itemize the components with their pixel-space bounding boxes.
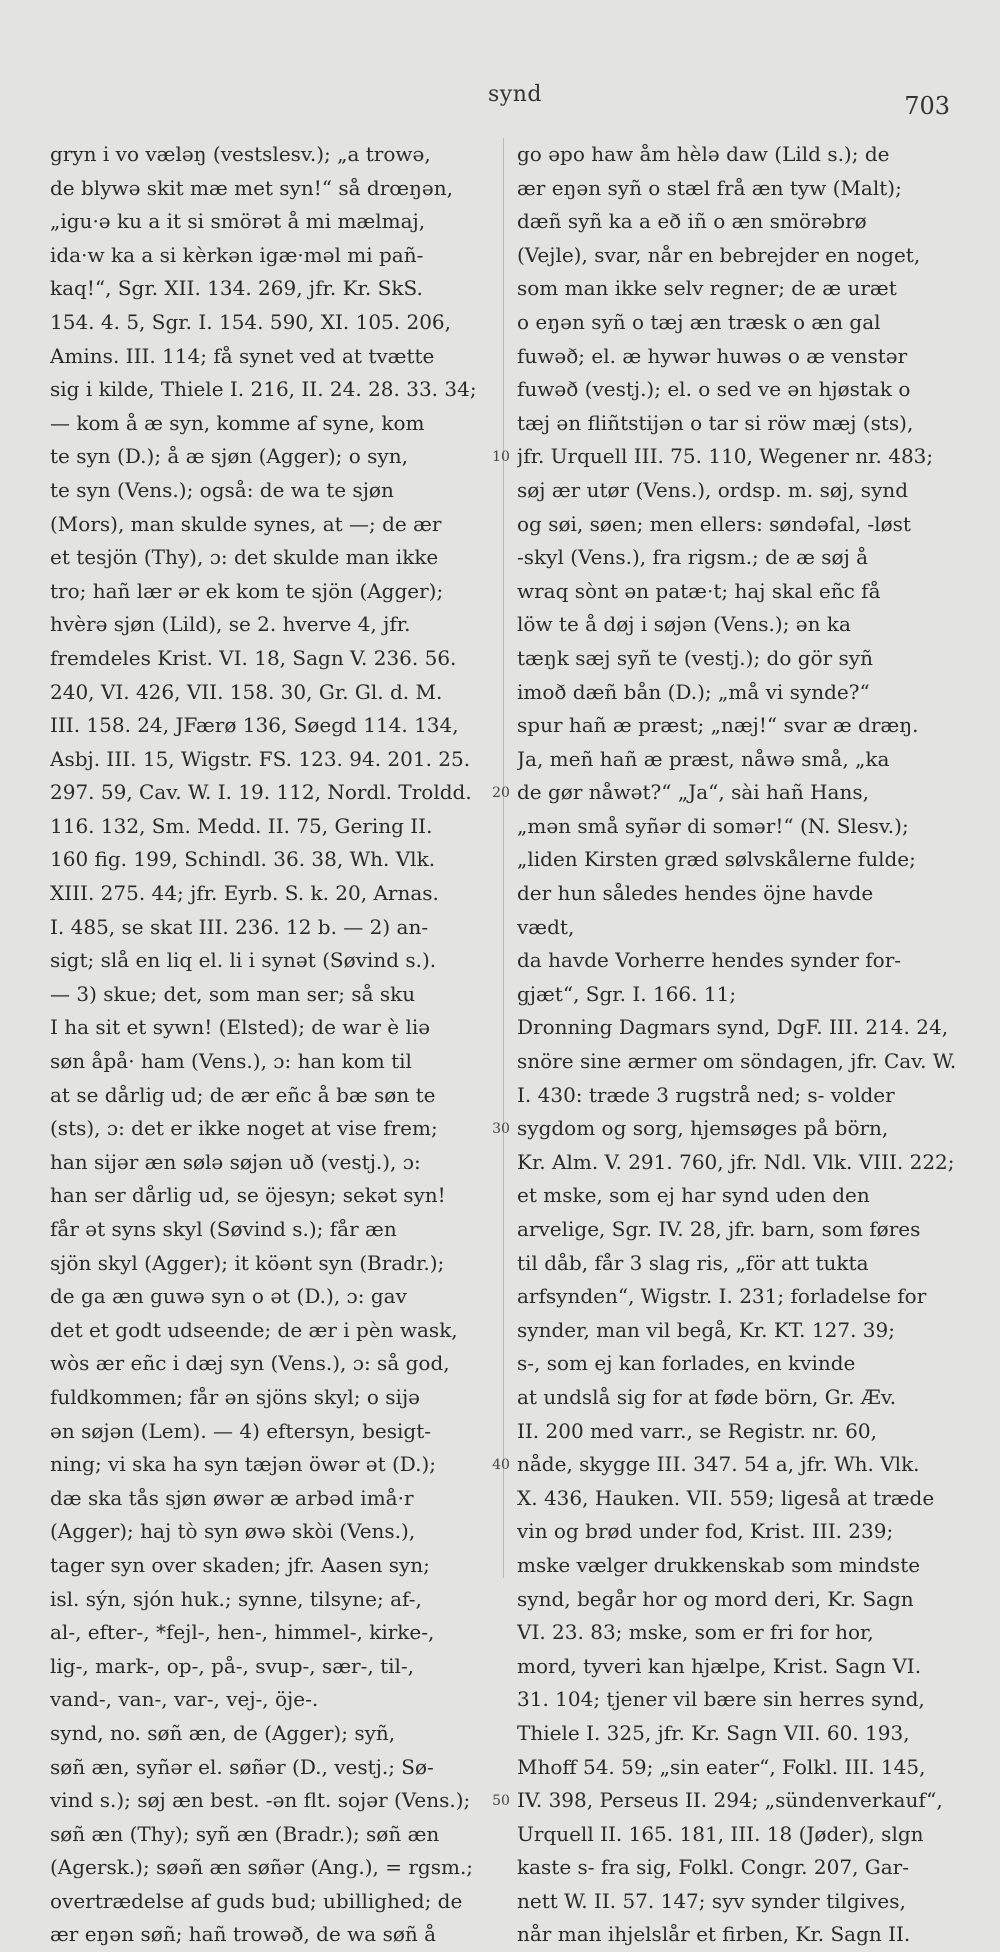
text-line: til dåb, får 3 slag ris, „för att tukta (517, 1250, 869, 1275)
text-line: og søi, søen; men ellers: søndəfal, -løst (517, 511, 911, 536)
text-line: arfsynden“, Wigstr. I. 231; forladelse for (517, 1284, 927, 1309)
text-line: 116. 132, Sm. Medd. II. 75, Gering II. (50, 813, 433, 838)
text-line: — kom å æ syn, komme af syne, kom (50, 410, 425, 435)
text-line: de ga æn guwə syn o ət (D.), ɔ: gav (50, 1284, 407, 1309)
text-line: (Vejle), svar, når en bebrejder en noget, (517, 242, 921, 267)
text-line: som man ikke selv regner; de æ uræt (517, 276, 897, 301)
text-line: ær eŋən syñ o stæl frå æn tyw (Malt); (517, 175, 902, 200)
text-line: al-, efter-, *fejl-, hen-, himmel-, kirke-, (50, 1620, 435, 1645)
text-line: mske vælger drukkenskab som mindste (517, 1552, 921, 1577)
text-line: o eŋən syñ o tæj æn træsk o æn gal (517, 309, 881, 334)
running-head: synd (488, 82, 542, 107)
text-line: 31. 104; tjener vil bære sin herres synd, (517, 1687, 925, 1712)
text-line: fuwəð; el. æ hywər huwəs o æ venstər (517, 343, 908, 368)
text-line: Asbj. III. 15, Wigstr. FS. 123. 94. 201. 25. (50, 746, 471, 771)
text-line: Thiele I. 325, jfr. Kr. Sagn VII. 60. 193, (517, 1720, 910, 1745)
text-line: dæñ syñ ka a eð iñ o æn smörəbrø (517, 209, 867, 234)
text-line: Amins. III. 114; få synet ved at tvætte (50, 343, 435, 368)
text-line: ning; vi ska ha syn tæjən öwər ət (D.); (50, 1452, 437, 1477)
text-line: nett W. II. 57. 147; syv synder tilgives, (517, 1888, 906, 1913)
text-line: de blywə skit mæ met syn!“ så drœŋən, (50, 175, 453, 200)
text-line: søñ æn (Thy); syñ æn (Bradr.); søñ æn (50, 1821, 440, 1846)
text-line: synder, man vil begå, Kr. KT. 127. 39; (517, 1317, 895, 1342)
text-line: der hun således hendes öjne havde (517, 881, 874, 906)
text-line: löw te å døj i søjən (Vens.); ən ka (517, 612, 851, 637)
text-line: et tesjön (Thy), ɔ: det skulde man ikke (50, 545, 439, 570)
text-line: sig i kilde, Thiele I. 216, II. 24. 28. 33. 34; (50, 377, 477, 402)
text-line: Kr. Alm. V. 291. 760, jfr. Ndl. Vlk. VIII. 222; (517, 1149, 955, 1174)
text-line: søñ æn, syñər el. søñər (D., vestj.; Sø- (50, 1754, 434, 1779)
text-line: vin og brød under fod, Krist. III. 239; (517, 1519, 894, 1544)
text-line: te syn (D.); å æ sjøn (Agger); o syn, (50, 444, 408, 469)
text-line: wòs ær eñc i dæj syn (Vens.), ɔ: så god, (50, 1351, 450, 1376)
column-divider (503, 138, 504, 1578)
text-line: s-, som ej kan forlades, en kvinde (517, 1351, 856, 1376)
text-line: wraq sònt ən patæ·t; haj skal eñc få (517, 578, 881, 603)
text-line: Mhoff 54. 59; „sin eater“, Folkl. III. 145, (517, 1754, 926, 1779)
text-line: da havde Vorherre hendes synder for- (517, 948, 902, 973)
text-line: vædt, (517, 914, 575, 939)
text-line: go əpo haw åm hèlə daw (Lild s.); de (517, 142, 890, 166)
text-line: I. 485, se skat III. 236. 12 b. — 2) an- (50, 914, 429, 939)
text-line: lig-, mark-, op-, på-, svup-, sær-, til-, (50, 1653, 415, 1678)
line-number: 40 (492, 1457, 510, 1474)
line-number: 20 (492, 785, 510, 802)
text-line: (Mors), man skulde synes, at —; de ær (50, 511, 442, 536)
line-number: 50 (492, 1793, 510, 1810)
text-line: te syn (Vens.); også: de wa te sjøn (50, 477, 394, 502)
text-line: nåde, skygge III. 347. 54 a, jfr. Wh. Vlk. (517, 1452, 920, 1477)
text-line: — 3) skue; det, som man ser; så sku (50, 981, 416, 1006)
text-line: Dronning Dagmars synd, DgF. III. 214. 24, (517, 1015, 949, 1040)
text-line: at undslå sig for at føde börn, Gr. Æv. (517, 1384, 897, 1409)
line-number: 30 (492, 1121, 510, 1138)
text-line: tro; hañ lær ər ek kom te sjön (Agger); (50, 578, 444, 603)
text-line: II. 200 med varr., se Registr. nr. 60, (517, 1418, 877, 1443)
text-line: vand-, van-, var-, vej-, öje-. (50, 1687, 319, 1712)
text-line: „mən små syñər di somər!“ (N. Slesv.); (517, 813, 909, 838)
text-line: isl. sýn, sjón huk.; synne, tilsyne; af-, (50, 1586, 422, 1611)
text-line: „igu·ə ku a it si smörət å mi mælmaj, (50, 209, 426, 234)
text-line: spur hañ æ præst; „næj!“ svar æ dræŋ. (517, 713, 919, 738)
page-number: 703 (904, 92, 950, 120)
text-line: de gør nåwət?“ „Ja“, sài hañ Hans, (517, 780, 869, 805)
text-line: 160 fig. 199, Schindl. 36. 38, Wh. Vlk. (50, 847, 436, 872)
text-line: synd, begår hor og mord deri, Kr. Sagn (517, 1586, 914, 1611)
text-line: gjæt“, Sgr. I. 166. 11; (517, 981, 737, 1006)
text-line: vind s.); søj æn best. -ən flt. sojər (Vens.); (50, 1788, 471, 1813)
text-line: at se dårlig ud; de ær eñc å bæ søn te (50, 1082, 436, 1107)
text-line: kaq!“, Sgr. XII. 134. 269, jfr. Kr. SkS. (50, 276, 423, 301)
text-line: han sijər æn sølə søjən uð (vestj.), ɔ: (50, 1149, 421, 1174)
text-line: snöre sine ærmer om söndagen, jfr. Cav. W. (517, 1049, 957, 1074)
text-line: VI. 23. 83; mske, som er fri for hor, (517, 1620, 874, 1645)
text-line: (Agger); haj tò syn øwə skòi (Vens.), (50, 1519, 416, 1544)
text-line: Urquell II. 165. 181, III. 18 (Jøder), slgn (517, 1821, 924, 1846)
text-line: et mske, som ej har synd uden den (517, 1183, 870, 1208)
text-line: ən søjən (Lem). — 4) eftersyn, besigt- (50, 1418, 432, 1443)
text-line: sigt; slå en liq el. li i synət (Søvind s.). (50, 948, 437, 973)
text-line: hvèrə sjøn (Lild), se 2. hverve 4, jfr. (50, 612, 411, 637)
text-line: søn åpå· ham (Vens.), ɔ: han kom til (50, 1049, 412, 1074)
text-line: fremdeles Krist. VI. 18, Sagn V. 236. 56. (50, 645, 457, 670)
text-line: III. 158. 24, JFærø 136, Søegd 114. 134, (50, 713, 459, 738)
right-column (517, 138, 967, 1952)
text-line: fuwəð (vestj.); el. o sed ve ən hjøstak o (517, 377, 911, 402)
text-line: ida·w ka a si kèrkən igæ·məl mi pañ- (50, 242, 424, 267)
text-line: 297. 59, Cav. W. I. 19. 112, Nordl. Troldd. (50, 780, 472, 805)
text-line: det et godt udseende; de ær i pèn wask, (50, 1317, 458, 1342)
line-number: 10 (492, 449, 510, 466)
text-line: får ət syns skyl (Søvind s.); får æn (50, 1217, 397, 1241)
text-line: mord, tyveri kan hjælpe, Krist. Sagn VI. (517, 1653, 922, 1678)
text-line: synd, no. søñ æn, de (Agger); syñ, (50, 1720, 396, 1745)
text-line: kaste s- fra sig, Folkl. Congr. 207, Gar- (517, 1855, 910, 1880)
text-line: søj ær utør (Vens.), ordsp. m. søj, synd (517, 477, 909, 502)
text-line: (sts), ɔ: det er ikke noget at vise frem; (50, 1116, 438, 1141)
text-line: jfr. Urquell III. 75. 110, Wegener nr. 483; (517, 444, 934, 469)
text-line: gryn i vo væləŋ (vestslesv.); „a trowə, (50, 142, 431, 166)
text-line: I ha sit et sywn! (Elsted); de war è liə (50, 1015, 431, 1040)
text-line: 154. 4. 5, Sgr. I. 154. 590, XI. 105. 206, (50, 309, 452, 334)
text-line: tæj ən fliñtstijən o tar si röw mæj (sts), (517, 410, 914, 435)
text-line: sygdom og sorg, hjemsøges på börn, (517, 1116, 889, 1141)
text-line: IV. 398, Perseus II. 294; „sündenverkauf“, (517, 1788, 943, 1813)
text-line: 240, VI. 426, VII. 158. 30, Gr. Gl. d. M. (50, 679, 443, 704)
text-line: XIII. 275. 44; jfr. Eyrb. S. k. 20, Arnas. (50, 881, 439, 906)
text-line: tager syn over skaden; jfr. Aasen syn; (50, 1552, 430, 1577)
text-line: Ja, meñ hañ æ præst, nåwə små, „ka (517, 746, 890, 771)
text-line: dæ ska tås sjøn øwər æ arbəd imå·r (50, 1485, 414, 1510)
text-line: imoð dæñ bån (D.); „må vi synde?“ (517, 679, 870, 704)
text-line: „liden Kirsten græd sølvskålerne fulde; (517, 847, 916, 872)
text-line: arvelige, Sgr. IV. 28, jfr. barn, som føres (517, 1217, 921, 1241)
text-line: når man ihjelslår et firben, Kr. Sagn II. (517, 1922, 911, 1947)
text-line: overtrædelse af guds bud; ubillighed; de (50, 1888, 463, 1913)
text-line: -skyl (Vens.), fra rigsm.; de æ søj å (517, 545, 869, 570)
text-line: X. 436, Hauken. VII. 559; ligeså at træde (517, 1485, 935, 1510)
text-line: han ser dårlig ud, se öjesyn; sekət syn! (50, 1183, 446, 1208)
left-column (50, 138, 500, 1952)
text-line: I. 430: træde 3 rugstrå ned; s- volder (517, 1082, 895, 1107)
text-line: sjön skyl (Agger); it köənt syn (Bradr.); (50, 1250, 445, 1275)
text-line: fuldkommen; får ən sjöns skyl; o sijə (50, 1384, 420, 1409)
text-line: ær eŋən søñ; hañ trowəð, de wa søñ å (50, 1922, 437, 1947)
text-line: (Agersk.); søəñ æn søñər (Ang.), = rgsm.; (50, 1855, 474, 1880)
text-line: tæŋk sæj syñ te (vestj.); do gör syñ (517, 645, 873, 670)
